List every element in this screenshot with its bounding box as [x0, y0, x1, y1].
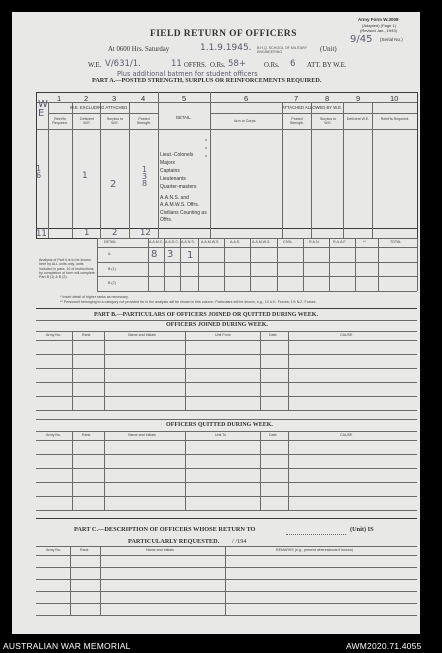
detail-civilians: Civilians Counting as Offrs. [160, 210, 207, 223]
analysis-col-raaf: R.A.A.F. [333, 240, 347, 244]
footnote-2: ** Personnel belonging to a category not provided for in the analysis will be shown in this column. Particulars will be shown, e.g., 10 U.K. Forces; 1½ N.Z. Forces. [60, 300, 317, 304]
plus-note: Plus additional batmen for student officers [117, 70, 258, 78]
col-number-2: 2 [84, 94, 89, 103]
col-number-4: 4 [141, 94, 146, 103]
joined-header-name: Name and Initials [128, 333, 156, 337]
analysis-note: Analysis of Part A is to be shown here by ALL units only, units included in para. 10 of instructions by completion of form will complete Part B (1) & B (2). [39, 258, 95, 280]
analysis-col-civil: CIVIL. [283, 240, 293, 244]
serial-value: 9/45 [350, 34, 373, 45]
analysis-col-aadc: A.A.D.C. [165, 240, 179, 244]
part-c-header-army-no: Army No. [46, 548, 61, 552]
hw-total-1: 11 [36, 229, 47, 239]
col-number-1: 1 [57, 94, 62, 103]
part-c-title: PART C.—DESCRIPTION OF OFFICERS WHOSE RETURN TO [74, 526, 256, 533]
col-number-6: 6 [244, 94, 249, 103]
quitted-header-unit-to: Unit To [215, 433, 227, 437]
ors-label: O.Rs. [210, 62, 226, 69]
right-group-header: ATTACHED ALLOWED BY W.E. [282, 105, 343, 110]
header-reinf-required: Reinf'ts Required. [52, 117, 68, 125]
quitted-header-date: Date [269, 433, 277, 437]
date-value: 1.1.9.1945. [200, 43, 252, 53]
unit-value: B.H.Q. SCHOOL OF MILITARY ENGINEERING [257, 46, 307, 54]
unit-label: (Unit) [320, 46, 337, 53]
analysis-col-ran: R.A.N. [309, 240, 320, 244]
analysis-row-a: A. [108, 252, 112, 256]
col-number-3: 3 [112, 94, 117, 103]
analysis-col-aamws: A.A.M.W.S. [201, 240, 220, 244]
analysis-value-1: 8 [151, 249, 158, 260]
analysis-col-aamc: A.A.M.C. [149, 240, 164, 244]
army-form-sub1: (Adapted) (Page 1) [362, 23, 397, 28]
header-right-deficient: Deficient W.E. [346, 117, 370, 121]
detail-aans: A.A.N.S. and A.A.M.W.S. Offrs. [160, 195, 200, 208]
part-b-title: PART B.—PARTICULARS OF OFFICERS JOINED OR QUITTED DURING WEEK. [94, 312, 318, 318]
quitted-header-army-no: Army No. [46, 433, 61, 437]
header-arm-corps: Arm or Corps. [234, 119, 257, 123]
ors2-label: O.Rs. [264, 62, 280, 69]
offrs-label: OFFRS. [184, 62, 207, 69]
header-surplus: Surplus to W.E. [106, 117, 124, 125]
offrs-value: 11 [171, 59, 182, 69]
part-c-title-line2: PARTICULARLY REQUESTED. [128, 538, 220, 545]
part-c-header-rank: Rank [80, 548, 89, 552]
part-c-unit: (Unit) IS [350, 526, 374, 533]
analysis-col-other: ** [363, 240, 366, 244]
part-c-header-remarks: REMARKS (e.g., present whereabouts if known) [276, 548, 353, 552]
detail-lt-colonels: Lieut.-Colonels [160, 152, 194, 158]
ors2-value: 6 [290, 59, 296, 69]
hw-col2: 1 [82, 171, 88, 181]
detail-captains: Captains [160, 168, 180, 174]
col-number-8: 8 [325, 94, 330, 103]
quitted-title: OFFICERS QUITTED DURING WEEK. [166, 422, 273, 428]
detail-asterisks: * * * [205, 139, 207, 161]
left-group-header: W.E. EXCLUDING ATTACHED. [70, 105, 129, 110]
serial-label: (Serial No.) [380, 37, 403, 42]
at-label: At 0600 Hrs. Saturday [108, 46, 170, 53]
part-c-header-name: Name and Initials [146, 548, 174, 552]
quitted-header-cause: CAUSE [340, 433, 353, 437]
we-value: V/631/1. [105, 59, 141, 69]
analysis-col-aans: A.A.N.S. [181, 240, 195, 244]
col-number-7: 7 [294, 94, 299, 103]
detail-lieutenants: Lieutenants [160, 176, 186, 182]
army-form-sub2: (Revised Jan., 1943) [360, 28, 397, 33]
detail-quartermasters: Quarter-masters [160, 184, 197, 190]
footer-credit-right: AWM2020.71.4055 [346, 641, 422, 651]
analysis-col-total: TOTAL [390, 240, 402, 244]
col-number-5: 5 [182, 94, 187, 103]
hw-col1: 1 6 [36, 164, 42, 181]
analysis-value-2: 3 [167, 249, 174, 260]
analysis-value-3: 1 [187, 250, 194, 261]
hw-col3: 2 [110, 179, 117, 190]
joined-title: OFFICERS JOINED DURING WEEK. [166, 322, 268, 328]
detail-majors: Majors [160, 160, 176, 166]
joined-header-rank: Rank [82, 333, 91, 337]
joined-header-cause: CAUSE [340, 333, 353, 337]
analysis-col-aas: A.A.S. [230, 240, 241, 244]
header-right-posted: Posted Strength. [289, 117, 305, 125]
analysis-row-b2: B.(2) [108, 281, 116, 285]
we-label: W.E. [88, 62, 102, 69]
quitted-header-rank: Rank [82, 433, 91, 437]
ors-value: 58+ [228, 59, 246, 69]
footer-credit-left: AUSTRALIAN WAR MEMORIAL [3, 641, 131, 651]
header-posted-strength: Posted Strength. [136, 117, 152, 125]
part-c-date-stub: / /194 [232, 538, 247, 545]
footnote-1: * Insert detail of higher ranks as necessary. [60, 295, 129, 299]
detail-header: DETAIL. [176, 115, 192, 120]
quitted-header-name: Name and Initials [128, 433, 156, 437]
col-number-10: 10 [390, 94, 399, 103]
joined-header-army-no: Army No. [46, 333, 61, 337]
att-label: ATT. BY W.E. [307, 62, 347, 69]
part-a-title: PART A.—POSTED STRENGTH, SURPLUS OR REINFORCEMENTS REQUIRED. [92, 77, 322, 84]
joined-header-unit-from: Unit From [215, 333, 231, 337]
hw-we-margin: W E [38, 99, 48, 119]
col-number-9: 9 [356, 94, 361, 103]
analysis-detail-label: DETAIL [104, 240, 117, 244]
army-form-number: Army Form W.3008 [358, 17, 399, 22]
analysis-col-aamws2: A.A.M.W.S. [252, 240, 271, 244]
hw-total-4: 12 [140, 228, 151, 238]
header-right-surplus: Surplus to W.E. [319, 117, 337, 125]
hw-total-3: 2 [112, 228, 118, 238]
joined-header-date: Date [269, 333, 277, 337]
analysis-row-b1: B.(1) [108, 267, 116, 271]
header-deficient: Deficient W.E. [80, 117, 94, 125]
form-title: FIELD RETURN OF OFFICERS [150, 29, 297, 39]
hw-total-2: 1 [84, 228, 90, 238]
header-right-reinf: Reinf'ts Required. [380, 117, 410, 121]
hw-col4: 1 3 8 [142, 165, 148, 189]
